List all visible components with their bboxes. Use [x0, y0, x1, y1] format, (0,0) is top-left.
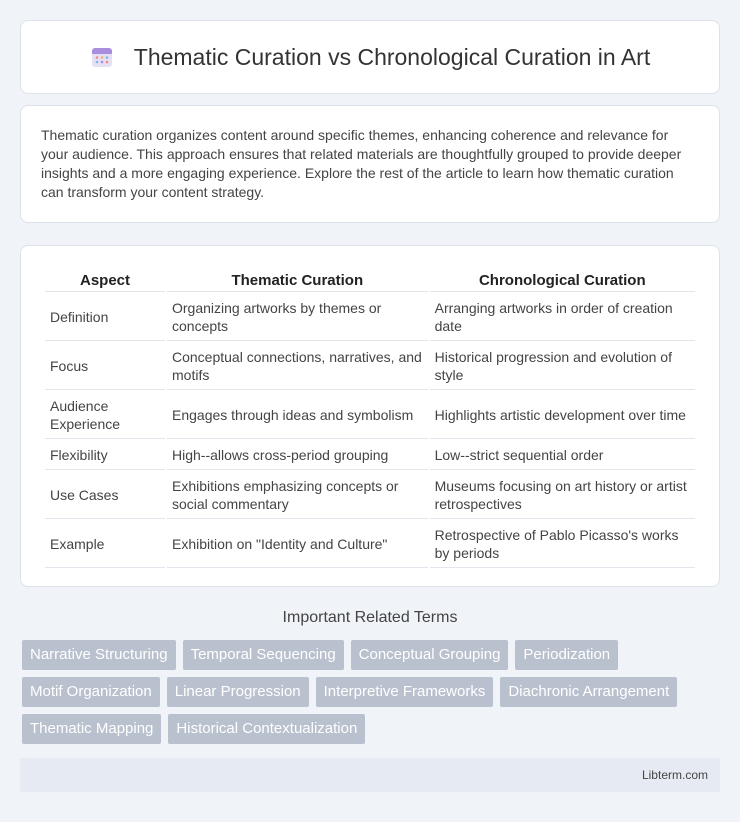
related-term-tag[interactable]: Conceptual Grouping	[351, 640, 509, 670]
table-row	[45, 472, 695, 519]
footer-brand[interactable]: Libterm.com	[641, 768, 708, 782]
row-thematic: Conceptual connections, narratives, and motifs	[167, 343, 428, 390]
row-chronological: Arranging artworks in order of creation date	[430, 294, 695, 341]
row-chronological: Museums focusing on art history or artist retrospectives	[430, 472, 695, 519]
comparison-table	[43, 266, 697, 570]
table-row	[45, 521, 695, 568]
row-thematic: Exhibition on "Identity and Culture"	[167, 521, 428, 568]
footer	[20, 758, 720, 792]
related-term-tag[interactable]: Linear Progression	[167, 677, 309, 707]
header-aspect: Aspect	[45, 268, 165, 292]
related-term-tag[interactable]: Thematic Mapping	[22, 714, 161, 744]
header-thematic: Thematic Curation	[167, 268, 428, 292]
related-terms-title: Important Related Terms	[282, 609, 458, 626]
related-term-tag[interactable]: Periodization	[515, 640, 618, 670]
table-row	[45, 441, 695, 470]
row-aspect: Example	[45, 521, 165, 568]
intro-card	[20, 105, 720, 223]
page-title: Thematic Curation vs Chronological Curation in Art	[133, 43, 651, 70]
row-thematic: Engages through ideas and symbolism	[167, 392, 428, 439]
header-card	[20, 20, 720, 94]
comparison-table-card	[20, 245, 720, 587]
related-term-tag[interactable]: Diachronic Arrangement	[500, 677, 677, 707]
row-aspect: Definition	[45, 294, 165, 341]
related-term-tag[interactable]: Narrative Structuring	[22, 640, 176, 670]
row-thematic: Organizing artworks by themes or concepts	[167, 294, 428, 341]
row-aspect: Focus	[45, 343, 165, 390]
intro-text: Thematic curation organizes content around specific themes, enhancing coherence and relevance for your audience. This approach ensures that related materials are thoughtfully grouped to provide deeper insights and a more engaging experience. Explore the rest of the article to learn how thematic curation can transform your content strategy.	[41, 127, 682, 200]
row-thematic: Exhibitions emphasizing concepts or social commentary	[167, 472, 428, 519]
related-term-tag[interactable]: Historical Contextualization	[168, 714, 365, 744]
row-chronological: Highlights artistic development over time	[430, 392, 695, 439]
row-thematic: High--allows cross-period grouping	[167, 441, 428, 470]
related-term-tag[interactable]: Interpretive Frameworks	[316, 677, 494, 707]
table-row	[45, 294, 695, 341]
related-term-tag[interactable]: Temporal Sequencing	[183, 640, 344, 670]
row-aspect: Audience Experience	[45, 392, 165, 439]
table-row	[45, 343, 695, 390]
header-chronological: Chronological Curation	[430, 268, 695, 292]
related-terms-list	[22, 640, 722, 744]
row-chronological: Low--strict sequential order	[430, 441, 695, 470]
row-aspect: Flexibility	[45, 441, 165, 470]
related-term-tag[interactable]: Motif Organization	[22, 677, 160, 707]
row-chronological: Retrospective of Pablo Picasso's works by periods	[430, 521, 695, 568]
row-chronological: Historical progression and evolution of style	[430, 343, 695, 390]
row-aspect: Use Cases	[45, 472, 165, 519]
table-header-row	[45, 268, 695, 292]
table-row	[45, 392, 695, 439]
calendar-icon	[90, 45, 114, 69]
